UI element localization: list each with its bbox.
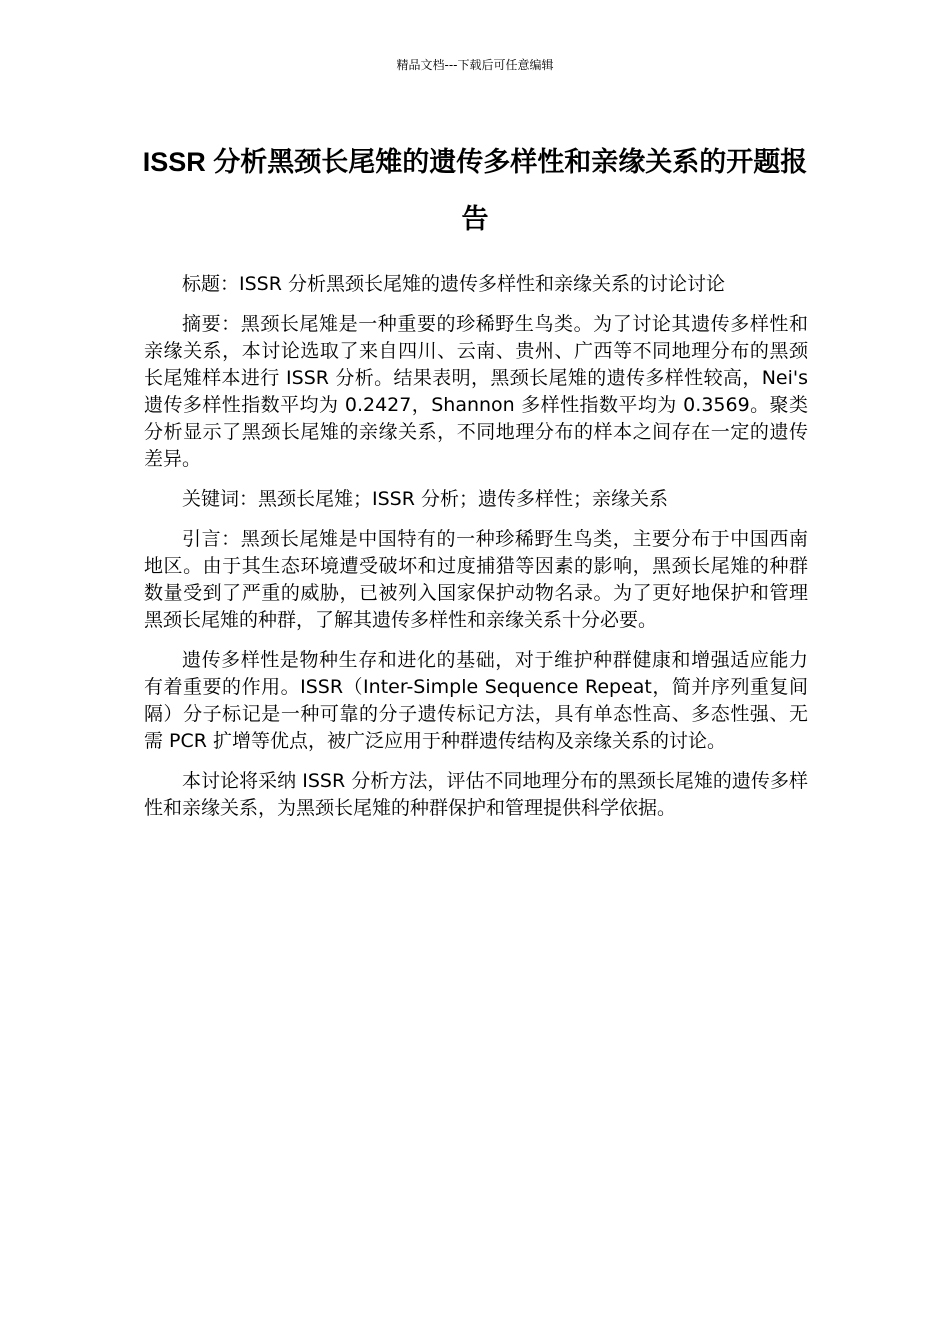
header-note: 精品文档---下载后可任意编辑: [396, 58, 554, 72]
document-body: [144, 271, 808, 835]
paragraph-keywords: 关键词：黑颈长尾雉；ISSR 分析；遗传多样性；亲缘关系: [182, 488, 668, 510]
paragraph-abstract: 摘要：黑颈长尾雉是一种重要的珍稀野生鸟类。为了讨论其遗传多样性和亲缘关系，本讨论选取了来自四川、云南、贵州、广西等不同地理分布的黑颈长尾雉样本进行 ISSR 分析。结果表明，黑颈长尾雉的遗传多样性较高，Nei's 遗传多样性指数平均为 0.2427，Shannon 多样性指数平均为 0.3569。聚类分析显示了黑颈长尾雉的亲缘关系，不同地理分布的样本之间存在一定的遗传差异。: [144, 313, 808, 470]
paragraph-introduction: 引言：黑颈长尾雉是中国特有的一种珍稀野生鸟类，主要分布于中国西南地区。由于其生态环境遭受破坏和过度捕猎等因素的影响，黑颈长尾雉的种群数量受到了严重的威胁，已被列入国家保护动物名录。为了更好地保护和管理黑颈长尾雉的种群，了解其遗传多样性和亲缘关系十分必要。: [144, 528, 808, 631]
paragraph-genetic-diversity: 遗传多样性是物种生存和进化的基础，对于维护种群健康和增强适应能力有着重要的作用。ISSR（Inter-Simple Sequence Repeat，简并序列重复间隔）分子标记是一种可靠的分子遗传标记方法，具有单态性高、多态性强、无需 PCR 扩增等优点，被广泛应用于种群遗传结构及亲缘关系的讨论。: [144, 649, 808, 752]
document-title: ISSR 分析黑颈长尾雉的遗传多样性和亲缘关系的开题报告: [142, 147, 808, 234]
paragraph-heading-line: 标题：ISSR 分析黑颈长尾雉的遗传多样性和亲缘关系的讨论讨论: [182, 273, 725, 295]
paragraph-study-plan: 本讨论将采纳 ISSR 分析方法，评估不同地理分布的黑颈长尾雉的遗传多样性和亲缘关系，为黑颈长尾雉的种群保护和管理提供科学依据。: [144, 770, 808, 819]
